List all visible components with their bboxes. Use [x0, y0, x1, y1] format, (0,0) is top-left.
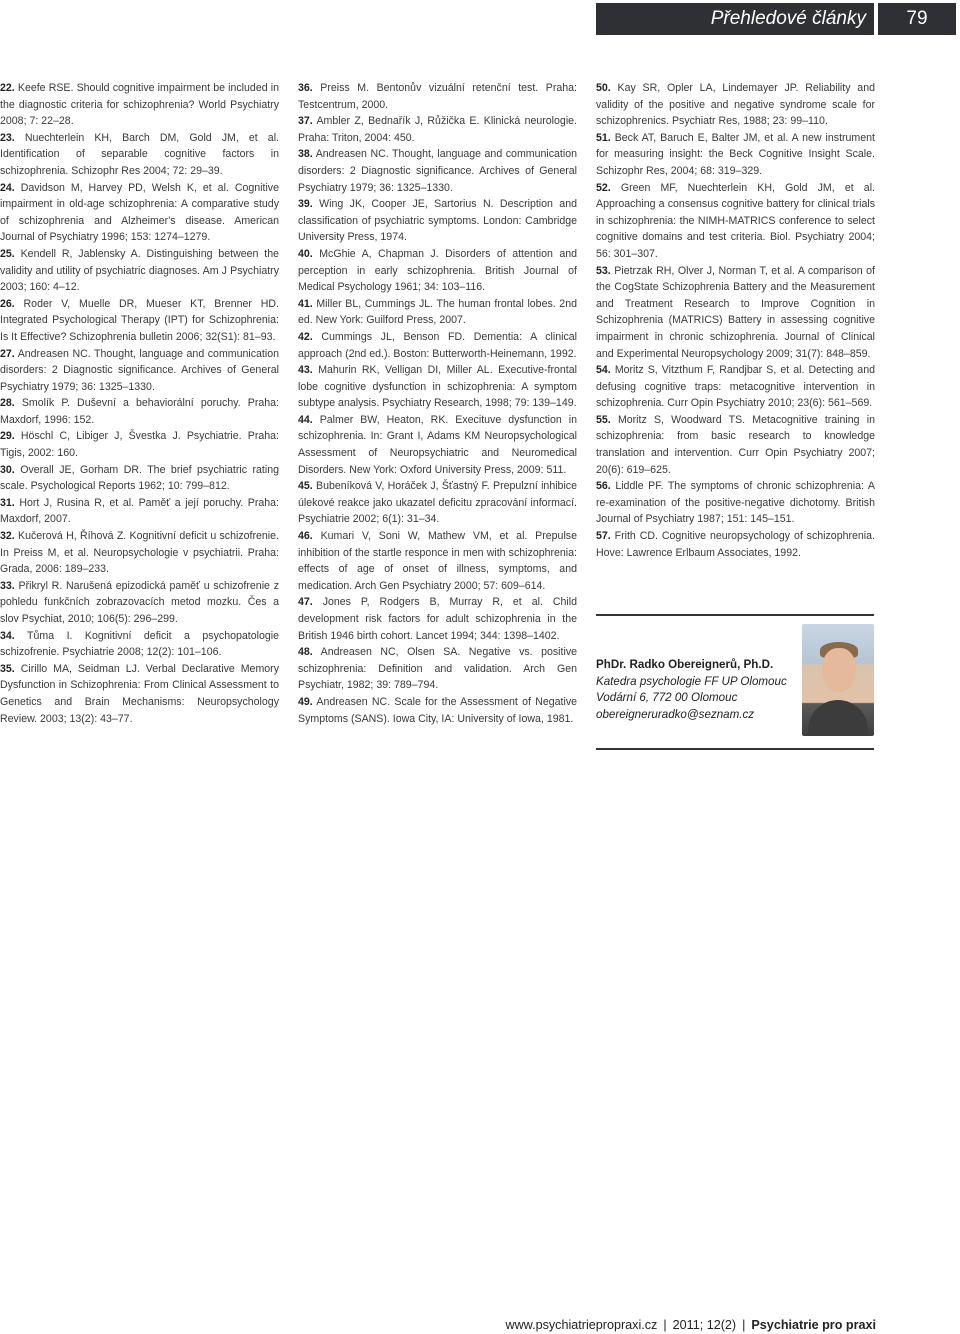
- reference-item: [0, 578, 279, 628]
- reference-item: [298, 644, 577, 694]
- reference-item: [298, 478, 577, 528]
- author-top-rule: [596, 614, 874, 616]
- reference-item: [0, 130, 279, 180]
- reference-number: 51.: [596, 131, 611, 144]
- reference-text: Smolík P. Duševní a behaviorální poruchy. Praha: Maxdorf, 1996: 152.: [0, 397, 279, 426]
- reference-number: 56.: [596, 480, 611, 493]
- reference-number: 48.: [298, 646, 313, 659]
- reference-text: Palmer BW, Heaton, RK. Execituve dysfunction in schizophrenia. In: Grant I, Adams KM Neuropsychological Assessment of Neuropsychiatric and Neuromedical Disorders. New York: Oxford University Press, 2009: 511.: [298, 413, 577, 476]
- reference-text: Nuechterlein KH, Barch DM, Gold JM, et al. Identification of separable cognitive factors in schizophrenia. Schizophr Res 2004; 72: 29–39.: [0, 131, 279, 177]
- reference-number: 47.: [298, 596, 313, 609]
- reference-item: [0, 346, 279, 396]
- reference-number: 40.: [298, 247, 313, 260]
- reference-number: 35.: [0, 662, 15, 675]
- reference-text: Kumari V, Soni W, Mathew VM, et al. Prepulse inhibition of the startle responce in men with schizophrenia: effects of age of onset of illness, symptoms, and medication. Arch Gen Psychiatry 2000; 57: 609–614.: [298, 530, 577, 592]
- reference-item: [0, 80, 279, 130]
- reference-item: [298, 362, 577, 412]
- reference-number: 53.: [596, 264, 611, 277]
- reference-number: 43.: [298, 364, 313, 377]
- reference-text: Kay SR, Opler LA, Lindemayer JP. Reliability and validity of the positive and negative syndrome scale for schizophrenics. Psychiatr Res, 1988; 23: 99–110.: [596, 82, 875, 128]
- reference-number: 46.: [298, 530, 313, 543]
- reference-item: [596, 478, 875, 528]
- reference-number: 30.: [0, 463, 15, 476]
- page-number: 79: [878, 3, 956, 35]
- reference-number: 24.: [0, 181, 15, 194]
- reference-text: Beck AT, Baruch E, Balter JM, et al. A new instrument for measuring insight: the Beck Cognitive Insight Scale. Schizophr Res, 2004; 68: 319–329.: [596, 131, 875, 177]
- reference-item: [0, 661, 279, 727]
- reference-number: 29.: [0, 430, 15, 443]
- references-column-1: [0, 80, 279, 727]
- author-department: Katedra psychologie FF UP Olomouc: [596, 674, 787, 688]
- reference-item: [596, 180, 875, 263]
- reference-text: Andreasen NC. Thought, language and communication disorders: 2 Diagnostic significance. Archives of General Psychiatry 1979; 36: 1325–1330.: [0, 347, 279, 393]
- reference-number: 33.: [0, 579, 15, 592]
- author-name: PhDr. Radko Obereignerů, Ph.D.: [596, 658, 774, 671]
- reference-number: 54.: [596, 364, 611, 377]
- reference-item: [298, 329, 577, 362]
- reference-text: Keefe RSE. Should cognitive impairment be included in the diagnostic criteria for schizophrenia? World Psychiatry 2008; 7: 22–28.: [0, 82, 279, 128]
- reference-text: Preiss M. Bentonův vizuální retenční test. Praha: Testcentrum, 2000.: [298, 82, 577, 111]
- reference-text: Cummings JL, Benson FD. Dementia: A clinical approach (2nd ed.). Boston: Butterworth-Heinemann, 1992.: [298, 330, 577, 360]
- reference-item: [298, 296, 577, 329]
- reference-number: 22.: [0, 82, 15, 94]
- reference-item: [0, 628, 279, 661]
- reference-item: [298, 113, 577, 146]
- reference-item: [0, 462, 279, 495]
- author-address: Vodární 6, 772 00 Olomouc: [596, 691, 738, 704]
- reference-item: [0, 180, 279, 246]
- reference-item: [298, 412, 577, 478]
- reference-number: 23.: [0, 131, 15, 144]
- photo-face: [822, 648, 856, 692]
- reference-text: McGhie A, Chapman J. Disorders of attention and perception in early schizophrenia. British Journal of Medical Psychology 1961; 34: 103–116.: [298, 247, 577, 294]
- reference-number: 37.: [298, 115, 313, 128]
- reference-text: Overall JE, Gorham DR. The brief psychiatric rating scale. Psychological Reports 1962; 10: 799–812.: [0, 463, 279, 493]
- reference-text: Kendell R, Jablensky A. Distinguishing between the validity and utility of psychiatric diagnoses. Am J Psychiatry 2003; 160: 4–12.: [0, 247, 279, 294]
- reference-text: Přikryl R. Narušená epizodická paměť u schizofrenie z pohledu funkčních zobrazovacích metod mozku. Čes a slov Psychiat, 2010; 106(5): 296–299.: [0, 579, 279, 625]
- reference-number: 44.: [298, 413, 313, 426]
- author-bottom-rule: [596, 748, 874, 750]
- footer-separator: |: [742, 1318, 746, 1332]
- reference-item: [596, 362, 875, 412]
- reference-item: [0, 296, 279, 346]
- reference-text: Wing JK, Cooper JE, Sartorius N. Description and classification of psychiatric symptoms. London: Cambridge University Press, 1974.: [298, 198, 577, 244]
- reference-item: [596, 130, 875, 180]
- reference-text: Kučerová H, Říhová Z. Kognitivní deficit u schizofrenie. In Preiss M, et al. Neuropsychologie v psychiatrii. Praha: Grada, 2006: 189–233.: [0, 530, 279, 576]
- reference-number: 57.: [596, 530, 611, 543]
- reference-item: [596, 412, 875, 478]
- reference-text: Frith CD. Cognitive neuropsychology of schizophrenia. Hove: Lawrence Erlbaum Associates, 1992.: [596, 530, 875, 559]
- reference-text: Tůma I. Kognitivní deficit a psychopatologie schizofrenie. Psychiatrie 2008; 12(2): 101–106.: [0, 629, 279, 659]
- reference-item: [298, 196, 577, 246]
- reference-text: Ambler Z, Bednařík J, Růžička E. Klinická neurologie. Praha: Triton, 2004: 450.: [298, 115, 578, 144]
- reference-number: 32.: [0, 530, 15, 543]
- reference-item: [298, 80, 577, 113]
- reference-item: [0, 428, 279, 461]
- reference-text: Höschl C, Libiger J, Švestka J. Psychiatrie. Praha: Tigis, 2002: 160.: [0, 430, 279, 460]
- footer-separator: |: [663, 1318, 667, 1332]
- reference-item: [0, 246, 279, 296]
- reference-number: 26.: [0, 297, 15, 310]
- reference-number: 39.: [298, 198, 313, 211]
- reference-number: 34.: [0, 629, 15, 642]
- reference-number: 45.: [298, 480, 313, 493]
- reference-text: Cirillo MA, Seidman LJ. Verbal Declarative Memory Dysfunction in Schizophrenia: From Clinical Assessment to Genetics and Brain Mechanisms: Neuropsychology Review. 2003; 13(2): 43–77.: [0, 662, 279, 725]
- reference-text: Roder V, Muelle DR, Mueser KT, Brenner HD. Integrated Psychological Therapy (IPT) for Schizophrenia: Is It Effective? Schizophrenia bulletin 2006; 32(S1): 81–93.: [0, 297, 279, 343]
- footer-journal: Psychiatrie pro praxi: [751, 1318, 876, 1332]
- reference-number: 28.: [0, 397, 15, 410]
- author-email[interactable]: obereigneruradko@seznam.cz: [596, 707, 755, 721]
- reference-item: [596, 80, 875, 130]
- reference-text: Moritz S, Vitzthum F, Randjbar S, et al. Detecting and defusing cognitive traps: metacognitive intervention in schizophrenia. Curr Opin Psychiatry 2010; 23(6): 561–569.: [596, 364, 875, 410]
- reference-text: Davidson M, Harvey PD, Welsh K, et al. Cognitive impairment in old-age schizophrenia: A comparative study of schizophrenia and Alzheimer's disease. American Journal of Psychiatry 1996; 153: 1274–1279.: [0, 181, 279, 244]
- reference-text: Andreasen NC. Thought, language and communication disorders: 2 Diagnostic significance. Archives of General Psychiatry 1979; 36: 1325–1330.: [298, 148, 577, 194]
- author-block: [596, 657, 806, 723]
- reference-text: Green MF, Nuechterlein KH, Gold JM, et al. Approaching a consensus cognitive battery for clinical trials in schizophrenia: the NIMH-MATRICS conference to select cognitive domains and test criteria. Biol. Psychiatry 2004; 56: 301–307.: [596, 181, 875, 260]
- reference-number: 27.: [0, 347, 15, 360]
- reference-item: [298, 528, 577, 594]
- reference-text: Liddle PF. The symptoms of chronic schizophrenia: A re-examination of the positive-negative dichotomy. British Journal of Psychiatry 1987; 151: 145–151.: [596, 480, 875, 526]
- reference-text: Hort J, Rusina R, et al. Paměť a její poruchy. Praha: Maxdorf, 2007.: [0, 496, 279, 526]
- reference-item: [596, 528, 875, 561]
- reference-number: 49.: [298, 695, 313, 708]
- reference-item: [0, 495, 279, 528]
- photo-body: [808, 700, 868, 736]
- reference-number: 36.: [298, 82, 313, 94]
- reference-number: 25.: [0, 247, 15, 260]
- reference-number: 50.: [596, 82, 611, 94]
- reference-text: Andreasen NC, Olsen SA. Negative vs. positive schizophrenia: Definition and validation. Arch Gen Psychiatr, 1982; 39: 789–794.: [298, 646, 578, 692]
- reference-text: Mahurin RK, Velligan DI, Miller AL. Executive-frontal lobe cognitive dysfunction in schizophrenia: A symptom subtype analysis. Psychiatry Research, 1998; 79: 139–149.: [298, 364, 577, 410]
- reference-text: Bubeníková V, Horáček J, Šťastný F. Prepulzní inhibice úlekové reakce jako ukazatel deficitu zpracování informací. Psychiatrie 2002; 6(1): 31–34.: [298, 480, 577, 526]
- reference-item: [298, 694, 577, 727]
- reference-number: 55.: [596, 413, 611, 426]
- reference-number: 41.: [298, 297, 313, 310]
- reference-text: Andreasen NC. Scale for the Assessment of Negative Symptoms (SANS). Iowa City, IA: University of Iowa, 1981.: [298, 695, 578, 725]
- page-footer: [484, 1316, 876, 1334]
- reference-item: [298, 246, 577, 296]
- references-column-3: [596, 80, 875, 561]
- reference-number: 38.: [298, 148, 313, 161]
- reference-item: [298, 594, 577, 644]
- footer-website[interactable]: www.psychiatriepropraxi.cz: [505, 1318, 658, 1332]
- reference-item: [0, 395, 279, 428]
- reference-text: Jones P, Rodgers B, Murray R, et al. Child development risk factors for adult schizophrenia in the British 1946 birth cohort. Lancet 1994; 344: 1398–1402.: [298, 596, 577, 642]
- footer-issue: 2011; 12(2): [672, 1318, 737, 1332]
- reference-item: [298, 146, 577, 196]
- section-title: Přehledové články: [596, 3, 874, 35]
- reference-number: 31.: [0, 496, 15, 509]
- reference-text: Moritz S, Woodward TS. Metacognitive training in schizophrenia: from basic research to knowledge translation and intervention. Curr Opin Psychiatry 2007; 20(6): 619–625.: [596, 413, 876, 476]
- author-photo: [802, 624, 874, 736]
- reference-text: Miller BL, Cummings JL. The human frontal lobes. 2nd ed. New York: Guilford Press, 2007.: [298, 297, 577, 327]
- reference-item: [596, 263, 875, 363]
- reference-number: 42.: [298, 330, 313, 343]
- reference-text: Pietrzak RH, Olver J, Norman T, et al. A comparison of the CogState Schizophrenia Battery and the Measurement and Treatment Research to Improve Cognition in Schizophrenia (MATRICS) Battery in assessing cognitive impairment in chronic schizophrenia. Journal of Clinical and Experimental Neuropsychology 2009; 31(7): 848–859.: [596, 264, 875, 360]
- reference-item: [0, 528, 279, 578]
- reference-number: 52.: [596, 181, 611, 194]
- references-column-2: [298, 80, 577, 727]
